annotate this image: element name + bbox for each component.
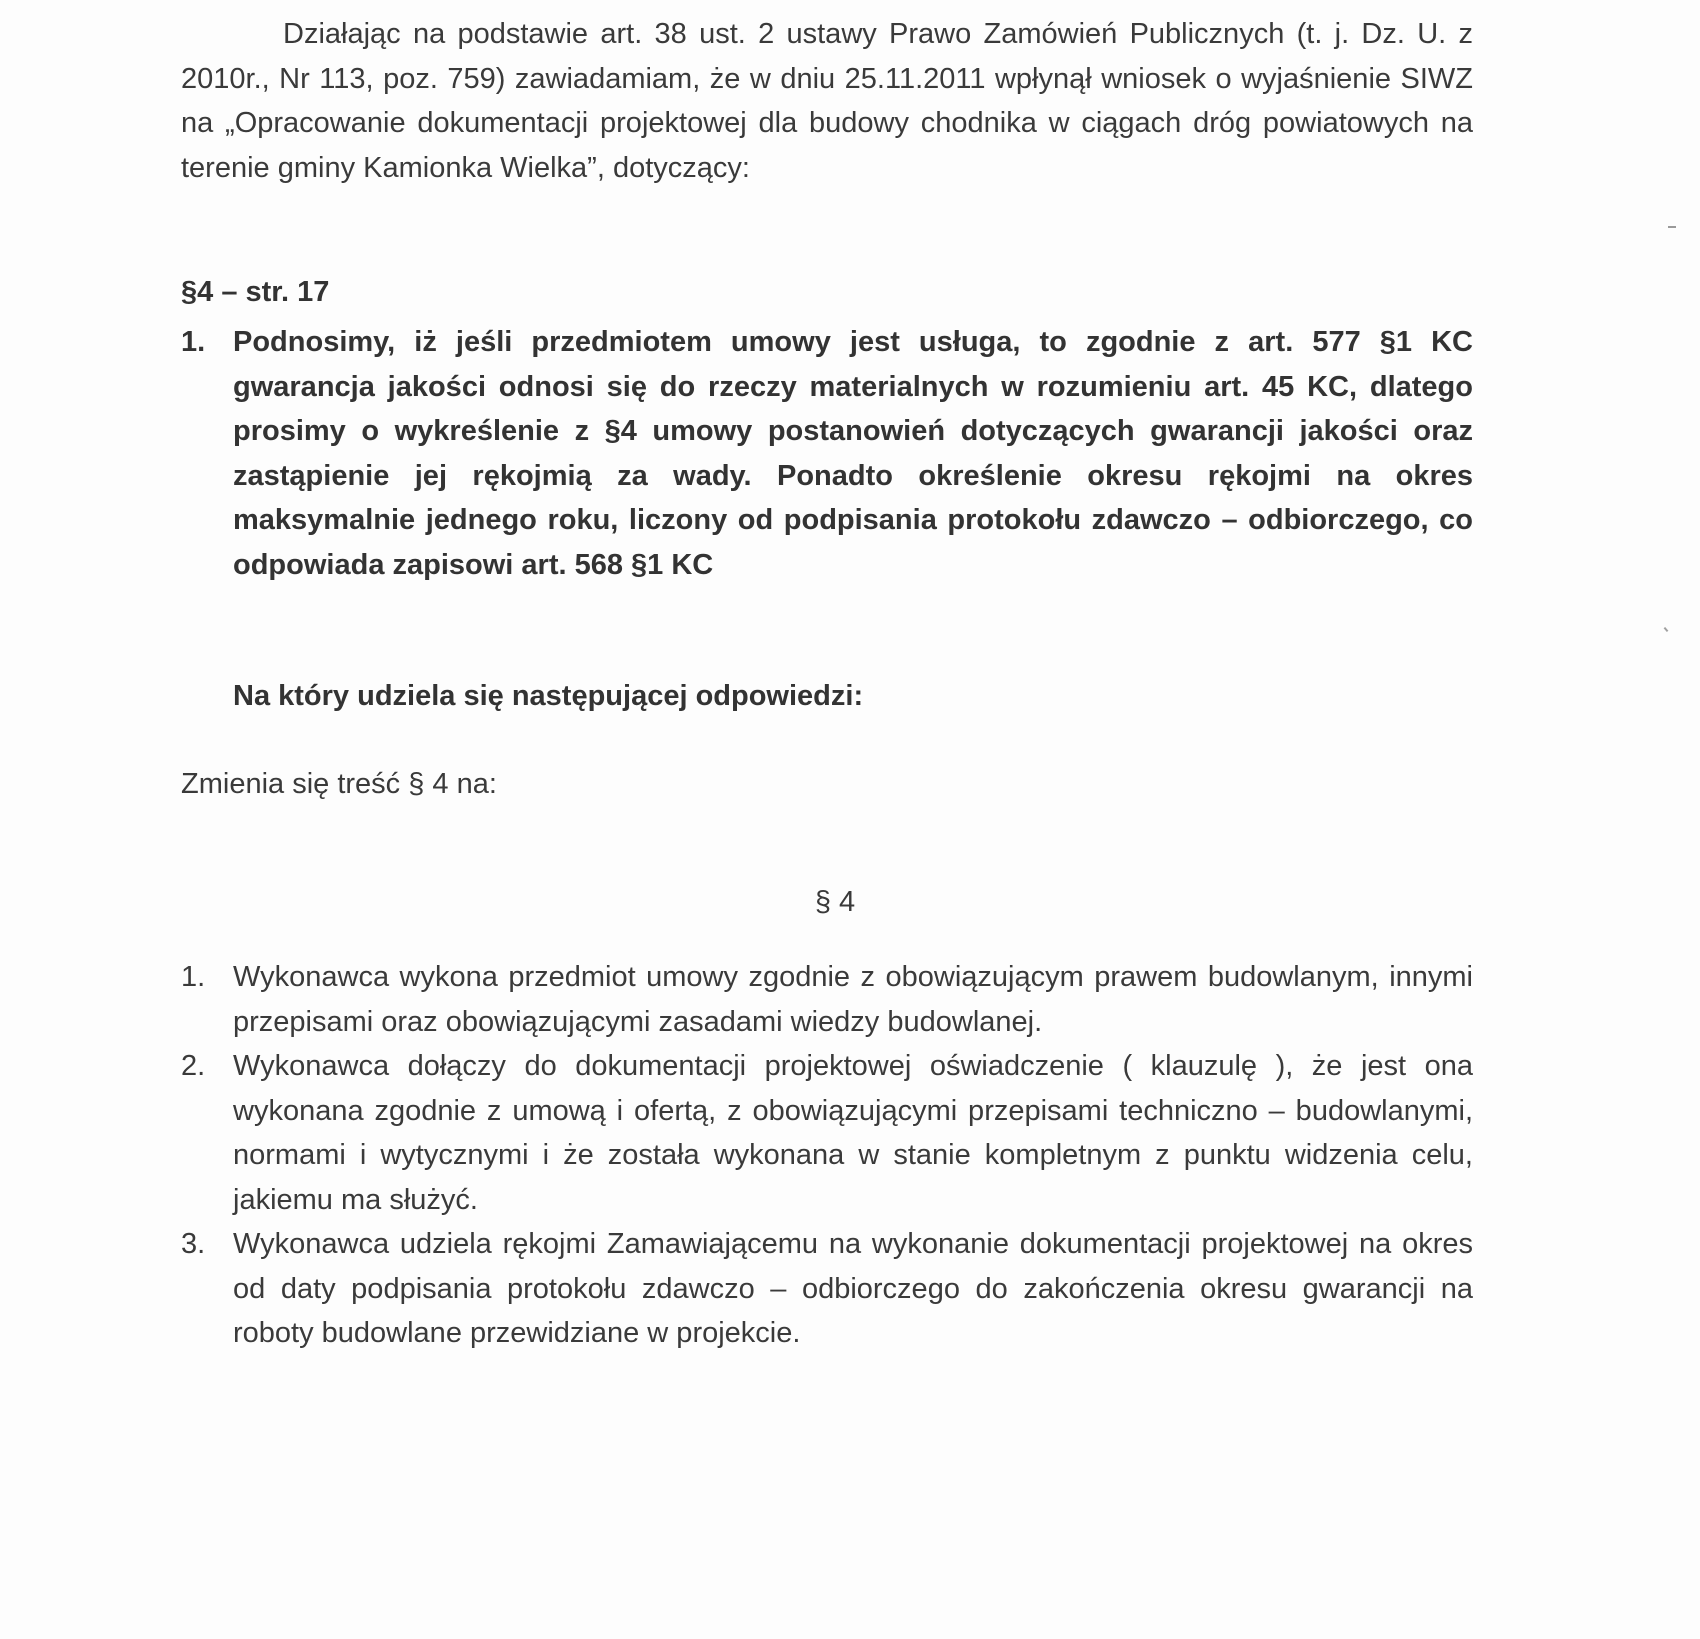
change-statement: Zmienia się treść § 4 na: xyxy=(181,768,497,800)
intro-text: Działając na podstawie art. 38 ust. 2 ustawy Prawo Zamówień Publicznych (t. j. Dz. U. z 2010r., Nr 113, poz. 759) zawiadamiam, że w dniu 25.11.2011 wpłynął wniosek o wyjaśnienie SIWZ na „Opracowanie dokumentacji projektowej dla budowy chodnika w ciągach dróg powiatowych na terenie gminy Kamionka Wielka”, dotyczący: xyxy=(181,18,1473,184)
question-item xyxy=(181,320,1473,587)
section-item-number: 1. xyxy=(181,961,206,993)
question-text: Podnosimy, iż jeśli przedmiotem umowy jest usługa, to zgodnie z art. 577 §1 KC gwarancja jakości odnosi się do rzeczy materialnych w rozumieniu art. 45 KC, dlatego prosimy o wykreślenie z §4 umowy postanowień dotyczących gwarancji jakości oraz zastąpienie jej rękojmią za wady. Ponadto określenie okresu rękojmi na okres maksymalnie jednego roku, liczony od podpisania protokołu zdawczo – odbiorczego, co odpowiada zapisowi art. 568 §1 KC xyxy=(233,326,1473,581)
scan-artifact-mark xyxy=(1664,627,1669,632)
section-item xyxy=(181,1222,1473,1356)
answer-intro: Na który udziela się następującej odpowiedzi: xyxy=(233,680,864,712)
section-item xyxy=(181,955,1473,1044)
question-number: 1. xyxy=(181,326,206,358)
section-item-text: Wykonawca dołączy do dokumentacji projektowej oświadczenie ( klauzulę ), że jest ona wykonana zgodnie z umową i ofertą, z obowiązującymi przepisami techniczno – budowlanymi, normami i wytycznymi i że została wykonana w stanie kompletnym z punktu widzenia celu, jakiemu ma służyć. xyxy=(233,1050,1473,1216)
section-item-text: Wykonawca wykona przedmiot umowy zgodnie z obowiązującym prawem budowlanym, innymi przepisami oraz obowiązującymi zasadami wiedzy budowlanej. xyxy=(233,961,1473,1038)
intro-paragraph xyxy=(181,12,1473,190)
section-item-text: Wykonawca udziela rękojmi Zamawiającemu na wykonanie dokumentacji projektowej na okres od daty podpisania protokołu zdawczo – odbiorczego do zakończenia okresu gwarancji na roboty budowlane przewidziane w projekcie. xyxy=(233,1228,1473,1349)
section-item-number: 3. xyxy=(181,1228,206,1260)
question-heading: §4 – str. 17 xyxy=(181,276,330,308)
section-item-number: 2. xyxy=(181,1050,206,1082)
question-list xyxy=(181,320,1473,587)
section-items-list xyxy=(181,955,1473,1356)
section-title: § 4 xyxy=(814,886,856,918)
section-item xyxy=(181,1044,1473,1222)
scan-artifact-mark xyxy=(1668,226,1676,228)
